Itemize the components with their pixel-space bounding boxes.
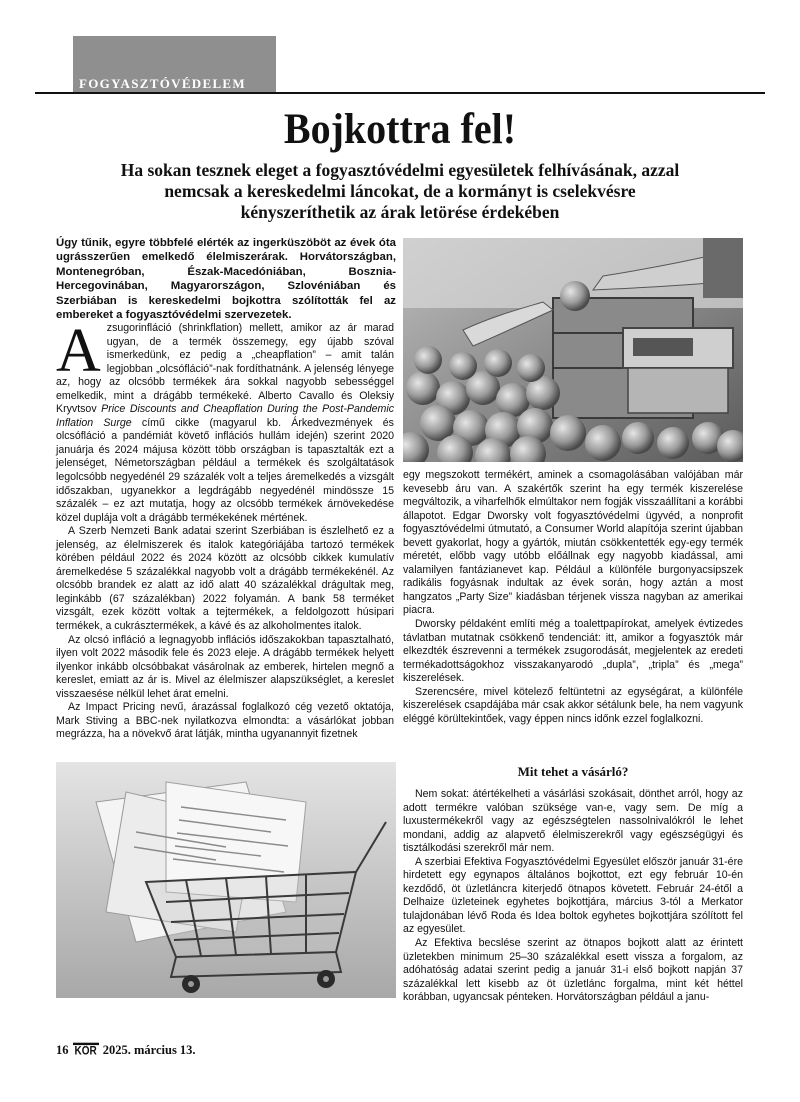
body-paragraph: Az Impact Pricing nevű, árazással foglalkozó cég vezető oktatója, Mark Stiving a BBC-nek nyilatkozva elmondta: a vásárlókat jobban megrázza, ha a növekvő árat látják, mintha ugyanannyit fizetnek (56, 701, 394, 741)
article-title: Bojkottra fel! (283, 104, 517, 153)
section-label: FOGYASZTÓVÉDELEM (79, 76, 246, 91)
body-paragraph: Dworsky példaként említi még a toalettpapírokat, amelyek évtizedes távlatban mutatnak csökkenő tendenciát: itt, amikor a fogyasztók már elkezdték észrevenni a termékek zsugorodását, megjelentek az eredeti termékadottságokhoz visszakanyarodó „dupla”, „tripla” és „mega” kiszerelések. (403, 618, 743, 685)
body-paragraph: Az olcsó infláció a legnagyobb inflációs időszakokban tapasztalható, ilyen volt 2022 második fele és 2023 eleje. A drágább termékek helyett ilyenkor inkább olcsóbbakat vásárolnak az emberek, hirtelen megnő a kereslet, emiatt az ár is. Mivel az élelmiszer alapszükséglet, a kereslet visszaesése nélkül lehet árat emelni. (56, 633, 394, 700)
body-paragraph (56, 317, 394, 525)
market-photo (403, 238, 743, 462)
article-lead: Úgy tűnik, egyre többfelé elérték az ingerküszöböt az évek óta ugrásszerűen emelkedő élelmiszerárak. Horvátországban, Montenegróban, Észak-Macedóniában, Bosznia-Hercegovinában, Magyarországon, Szlovéniában és Szerbiában is kereskedelmi bojkottra szólították fel az embereket a fogyasztóvédelmi szervezetek. (56, 237, 396, 322)
body-paragraph: Szerencsére, mivel kötelező feltüntetni az egységárat, a különféle kiszerelések csapdájába már csak akkor sétálunk bele, ha nem vagyunk eléggé körültekintőek, vagy éppen nincs időnk ezzel foglalkozni. (403, 685, 743, 725)
market-photo-illustration (403, 238, 743, 462)
body-paragraph: A szerbiai Efektiva Fogyasztóvédelmi Egyesület először január 31-ére hirdetett egy egynapos általános bojkottot, ezt egy február 10-én kezdődő, öt üzletláncra kiterjedő ötnapos követett. Február 24-étől a Delhaize üzleteinek egyhetes bojkottjára, március 3-tól a Merkator tulajdonában lévő Roda és Idea boltok egyhetes bojkottjára szólított fel az egyesület. (403, 855, 743, 936)
page-footer (56, 1043, 196, 1058)
issue-date: 2025. március 13. (102, 1043, 196, 1057)
body-text: című cikke (magyarul kb. Árkedvezmények és olcsófláció a pandémiát követő inflációs hullám idején) szerint 2020 januárja és 2024 májusa között több országban is tapasztalták ezt a jelenséget, Németországban például a termékek és szolgáltatások legolcsóbb negyedénél 29 százalék volt a teljes áremelkedés a vizsgált időszakban, ugyanekkor a legdrágább negyedénél mindössze 15 százalék – ez azt mutatja, hogy az olcsóbb termékek árnövekedése közel duplája volt a drágább termékekének mértének. (56, 416, 394, 524)
header-rule (35, 92, 765, 94)
section-subheading: Mit tehet a vásárló? (517, 764, 629, 779)
body-text: zsugorinfláció (shrinkflation) mellett, amikor az ár marad ugyan, de a termék összemegy, egy újabb szóval ismerkedünk, ez pedig a „cheapflation” – amit talán legjobban „olcsófláció”-nak fordíthatnánk. A jelenség lényege az, hogy az olcsóbb termékek ára sokkal nagyobb sebességgel emelkedik, mint a drágább termékeké. Alberto Cavallo és Oleksiy Kryvtsov (56, 322, 394, 416)
shopping-cart-illustration (56, 762, 396, 998)
article-body-left (56, 317, 394, 742)
page-number: 16 (56, 1043, 69, 1057)
article-subtitle: Ha sokan tesznek eleget a fogyasztóvédelmi egyesületek felhívásának, azzal nemcsak a kereskedelmi láncokat, de a kormányt is cselekvésre kényszeríthetik az árak letörése érdekében (120, 160, 680, 222)
body-paragraph: Nem sokat: átértékelheti a vásárlási szokásait, dönthet arról, hogy az adott termékre valóban szüksége van-e, vagy sem. De míg a luxustermékekről vagy az egészségtelen nassolnivalókról le lehet mondani, addig az alapvető élelmiszerekről vagy egészségügyi és tisztálkodási szerekről már nem. (403, 788, 743, 855)
magazine-logo: KÖR (73, 1043, 99, 1059)
cited-article-title: Price Discounts and Cheapflation During the Post-Pandemic Inflation Surge (56, 403, 394, 429)
article-body-bottom (403, 788, 743, 1005)
drop-cap: A (56, 317, 101, 385)
section-label-box (73, 36, 276, 94)
shopping-cart-photo (56, 762, 396, 998)
article-body-right (403, 469, 743, 726)
body-paragraph: Az Efektiva becslése szerint az ötnapos bojkott alatt az érintett üzletekben minimum 25–30 százalékkal esett vissza a forgalom, az adóhatóság adatai szerint pedig a január 31-i első bojkott napján 37 százalékkal lett kisebb az öt üzletlánc forgalma, mint két héttel korábban, ugyancsak pénteken. Horvátországban például a janu- (403, 937, 743, 1004)
body-paragraph: egy megszokott termékért, aminek a csomagolásában valójában már kevesebb áru van. A szakértők szerint ha egy termék kiszerelése megváltozik, a viharfelhők elmúltakor nem fogják visszaállítani a korábbi állapotot. Edgar Dworsky volt fogyasztóvédelmi ügyvéd, a nonprofit fogyasztóvédelmi útmutató, a Consumer World alapítója szerint újabban bevett gyakorlat, hogy a gyártók, miután csökkentették egy-egy termék méretét, előbb vagy utóbb előállnak egy nagyobb kiadással, ami valamilyen fantázianevet kap. Például a különféle burgonyacsipszek radikális fogyásnak indultak az évek során, hogy aztán a most hangzatos „Party Size” kiadásban térjenek vissza nagyban az amerikai piacra. (403, 469, 743, 617)
body-paragraph: A Szerb Nemzeti Bank adatai szerint Szerbiában is észlelhető ez a jelenség, az élelmiszerek és italok kategóriájába tartozó termékek körében például 2022 és 2024 között az olcsóbb cikkek kumulatív áremelkedése 5 százalékkal nagyobb volt a drágább termékekénél. Az olcsóbb brandek ez alatt az idő alatt 40 százalékkal drágultak meg, leginkább (67 százalékban) 2022 folyamán. A bank 58 terméket vizsgált, ezek között voltak a tejtermékek, a feldolgozott húsipari termékek, a cukrásztermékek, a kávé és az alkoholmentes italok. (56, 525, 394, 633)
